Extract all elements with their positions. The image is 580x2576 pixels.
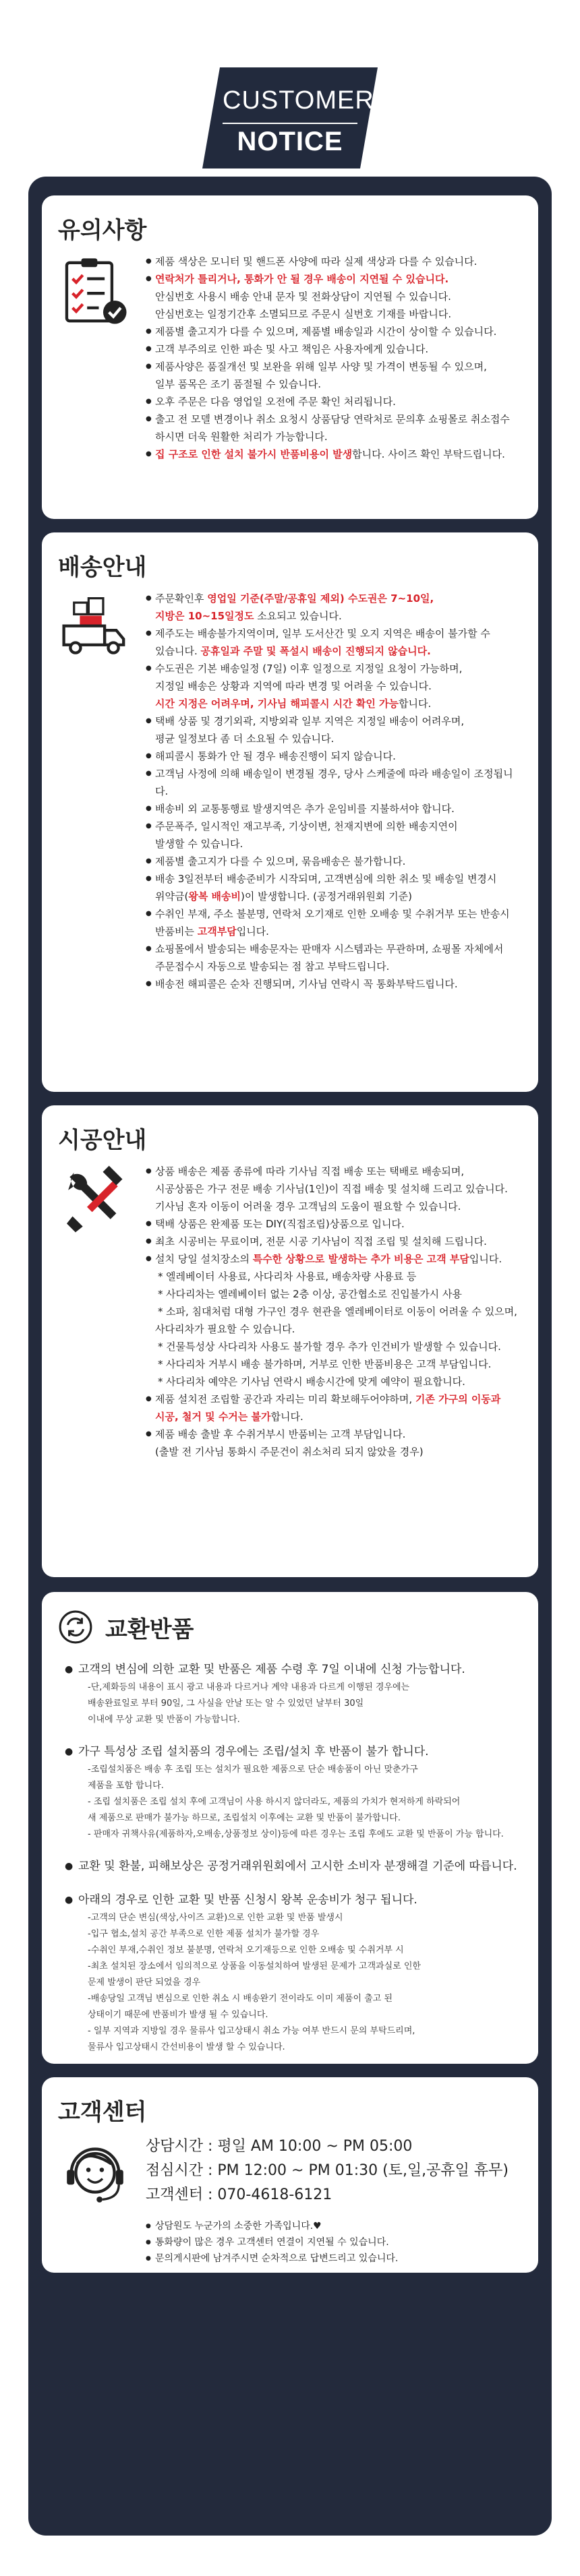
exchange-sub-text: - 판매자 귀책사유(제품하자,오배송,상품정보 상이)등에 따른 경우는 조립 후에도 교환 및 반품이 가능 합니다.	[88, 1829, 504, 1839]
install-item	[146, 1373, 522, 1390]
caution-item	[146, 270, 522, 288]
delivery-item-text: 지방은 10~15일정도	[155, 610, 254, 622]
caution-item-text: 하시면 더욱 원활한 처리가 가능합니다.	[155, 431, 328, 443]
delivery-item-text: 발생할 수 있습니다.	[155, 838, 243, 850]
caution-item	[146, 340, 522, 358]
header	[0, 0, 580, 182]
install-item	[146, 1233, 522, 1250]
delivery-item-text: 배송비 외 교통통행료 발생지역은 추가 운임비를 지불하셔야 합니다.	[155, 803, 455, 815]
caution-title: 유의사항	[58, 217, 147, 244]
delivery-item	[146, 712, 522, 730]
install-item-text: 제품 설치전 조립할 공간과 자리는 미리 확보해두어야하며,	[155, 1393, 415, 1405]
delivery-item-text: 공휴일과 주말 및 폭설시 배송이 진행되지 않습니다.	[200, 645, 431, 657]
delivery-item-text: 배송전 해피콜은 순차 진행되며, 기사님 연락시 꼭 통화부탁드립니다.	[155, 978, 458, 990]
install-item	[146, 1268, 522, 1285]
delivery-item	[146, 765, 522, 800]
exchange-sub-text: -최초 설치된 장소에서 임의적으로 상품을 이동설치하여 발생된 문제가 고객과실로 인한	[88, 1961, 421, 1971]
install-item	[146, 1250, 522, 1268]
exchange-sub-text: 문제 발생이 판단 되었을 경우	[88, 1977, 201, 1988]
install-item-text: 사다리차 예약은 기사님 연락시 배송시간에 맞게 예약이 필요합니다.	[166, 1376, 465, 1388]
delivery-title: 배송안내	[58, 554, 147, 581]
install-item-text: 엘레베이터 사용료, 사다리차 사용료, 배송차량 사용료 등	[166, 1270, 417, 1283]
cs-note: ● 상담원도 누군가의 소중한 가족입니다.♥	[146, 2218, 522, 2234]
refresh-icon	[58, 1609, 93, 1645]
install-item-text: 사다리차 거부시 배송 불가하며, 거부로 인한 반품비용은 고객 부담입니다.	[166, 1358, 492, 1370]
delivery-list	[146, 590, 522, 993]
delivery-item	[146, 870, 522, 888]
exchange-title: 교환반품	[105, 1616, 194, 1643]
delivery-item-text: 지정일 배송은 상황과 지역에 따라 변경 및 어려울 수 있습니다.	[155, 680, 432, 692]
caution-item	[146, 428, 522, 446]
caution-item-text: 제품 색상은 모니터 및 핸드폰 사양에 따라 실제 색상과 다를 수 있습니다.	[155, 255, 477, 268]
install-item	[146, 1425, 522, 1443]
caution-item-text: 안심번호는 일정기간후 소멸되므로 주문시 실번호 기재를 바랍니다.	[155, 308, 452, 320]
cs-phone: 고객센터 : 070-4618-6121	[146, 2186, 332, 2203]
delivery-item	[146, 905, 522, 923]
exchange-sub-text: -고객의 단순 변심(색상,사이즈 교환)으로 인한 교환 및 반품 발생시	[88, 1913, 343, 1923]
delivery-item	[146, 958, 522, 975]
delivery-item	[146, 660, 522, 677]
install-item-text: (출발 전 기사님 통화시 주문건이 취소처리 되지 않았을 경우)	[155, 1446, 424, 1458]
delivery-card	[42, 532, 538, 1092]
delivery-item-text: 주문확인후	[155, 592, 208, 605]
caution-item	[146, 393, 522, 410]
delivery-item-text: 주문접수시 자동으로 발송되는 점 참고 부탁드립니다.	[155, 960, 390, 973]
install-item-text: 시공, 철거 및 수거는 불가	[155, 1411, 271, 1423]
install-item-text: 시공상품은 가구 전문 배송 기사님(1인)이 직접 배송 및 설치해 드리고 있습니다.	[155, 1183, 508, 1195]
install-item	[146, 1215, 522, 1233]
checklist-icon	[58, 255, 131, 328]
caution-item-text: 연락처가 틀리거나, 통화가 안 될 경우 배송이 지연될 수 있습니다.	[155, 273, 449, 285]
delivery-item-text: 수취인 부재, 주소 불분명, 연락처 오기재로 인한 오배송 및 수취거부 또는 반송시	[155, 908, 510, 920]
install-item	[146, 1408, 522, 1425]
cs-card	[42, 2077, 538, 2273]
install-item	[146, 1390, 522, 1408]
delivery-item	[146, 747, 522, 765]
exchange-sub-text: 새 제품으로 판매가 불가능 하므로, 조립설치 이후에는 교환 및 반품이 불가합니다.	[88, 1813, 401, 1823]
caution-item	[146, 305, 522, 323]
delivery-item-text: 고객부담	[197, 925, 237, 938]
delivery-item-text: 고객님 사정에 의해 배송일이 변경될 경우, 당사 스케줄에 따라 배송일이 조정됩니다.	[155, 768, 513, 797]
delivery-item-text: 합니다.	[399, 698, 432, 710]
cs-lunch: 점심시간 : PM 12:00 ~ PM 01:30 (토,일,공휴일 휴무)	[146, 2162, 509, 2179]
delivery-item-text: 소요되고 있습니다.	[254, 610, 342, 622]
exchange-sub-text: 제품을 포함 합니다.	[88, 1781, 164, 1791]
caution-item-text: 집 구조로 인한 설치 불가시 반품비용이 발생	[155, 448, 353, 460]
banner-title-bottom: NOTICE	[237, 127, 343, 156]
delivery-item-text: 배송 3일전부터 배송준비가 시작되며, 고객변심에 의한 취소 및 배송일 변경시	[155, 873, 497, 885]
install-item	[146, 1303, 522, 1320]
caution-card	[42, 195, 538, 519]
headset-icon	[58, 2137, 132, 2211]
exchange-sub-text: -조립설치품은 배송 후 조립 또는 설치가 필요한 제품으로 단순 배송품이 아닌 맞춘가구	[88, 1765, 418, 1775]
exchange-block	[58, 1890, 522, 2056]
banner-title-top: CUSTOMER	[223, 86, 374, 115]
caution-item	[146, 323, 522, 340]
exchange-block	[58, 1659, 522, 1728]
delivery-item-text: 평균 일정보다 좀 더 소요될 수 있습니다.	[155, 733, 335, 745]
delivery-item	[146, 607, 522, 625]
delivery-item-text: 주문폭주, 일시적인 재고부족, 기상이변, 천재지변에 의한 배송지연이	[155, 820, 458, 832]
delivery-item-text: 택배 상품 및 경기외곽, 지방외곽 일부 지역은 지정일 배송이 어려우며,	[155, 715, 465, 727]
delivery-item	[146, 835, 522, 853]
caution-item	[146, 375, 522, 393]
delivery-item	[146, 853, 522, 870]
install-list	[146, 1163, 522, 1461]
exchange-sub-text: -수취인 부재,수취인 정보 불분명, 연락처 오기재등으로 인한 오배송 및 수취거부 시	[88, 1945, 404, 1955]
caution-item	[146, 253, 522, 270]
caution-item	[146, 446, 522, 463]
install-item	[146, 1198, 522, 1215]
delivery-item	[146, 818, 522, 835]
delivery-item	[146, 625, 522, 642]
exchange-block	[58, 1742, 522, 1843]
delivery-item	[146, 940, 522, 958]
delivery-item	[146, 695, 522, 712]
exchange-card	[42, 1592, 538, 2064]
delivery-item	[146, 642, 522, 660]
install-title: 시공안내	[58, 1127, 147, 1154]
caution-item	[146, 358, 522, 375]
install-item-text: 기존 가구의 이동과	[415, 1393, 501, 1405]
delivery-item-text: 시간 지정은 어려우며, 기사님 해피콜시 시간 확인 가능	[155, 698, 399, 710]
exchange-sub-text: 물류사 입고상태시 간선비용이 발생 할 수 있습니다.	[88, 2042, 285, 2052]
delivery-item	[146, 730, 522, 747]
delivery-item-text: 해피콜시 통화가 안 될 경우 배송진행이 되지 않습니다.	[155, 750, 396, 762]
delivery-item-text: )이 발생합니다. (공정거래위원회 기준)	[241, 890, 412, 902]
install-item-text: 입니다.	[469, 1253, 502, 1265]
exchange-sub-text: -배송당일 고객님 변심으로 인한 취소 시 배송완기 전이라도 이미 제품이 출고 된	[88, 1994, 393, 2004]
exchange-sub-text: 이내에 무상 교환 및 반품이 가능합니다.	[88, 1715, 240, 1725]
delivery-item-text: 반품비는	[155, 925, 198, 938]
exchange-sub-text: - 일부 지역과 지방일 경우 물류사 입고상태시 취소 가능 여부 반드시 문의 부탁드리며,	[88, 2026, 415, 2036]
delivery-item	[146, 677, 522, 695]
delivery-item-text: 수도권은 기본 배송일정 (7일) 이후 일정으로 지정일 요청이 가능하며,	[155, 663, 463, 675]
install-item-text: 사다리차는 엘레베이터 없는 2층 이상, 공간협소로 진입불가시 사용	[166, 1288, 462, 1300]
delivery-item-text: 쇼핑몰에서 발송되는 배송문자는 판매자 시스템과는 무관하며, 쇼핑몰 자체에서	[155, 943, 504, 955]
install-item	[146, 1285, 522, 1303]
install-item-text: 특수한 상황으로 발생하는 추가 비용은 고객 부담	[252, 1253, 469, 1265]
banner-divider	[223, 123, 357, 124]
install-item-text: 상품 배송은 제품 종류에 따라 기사님 직접 배송 또는 택배로 배송되며,	[155, 1165, 465, 1177]
install-item-text: 택배 상품은 완제품 또는 DIY(직접조립)상품으로 입니다.	[155, 1218, 405, 1230]
caution-item-text: 제품사양은 품질개선 및 보완을 위해 일부 사양 및 가격이 변동될 수 있으며,	[155, 361, 487, 373]
caution-item-text: 출고 전 모델 변경이나 취소 요청시 상품담당 연락처로 문의후 쇼핑몰로 취소접수	[155, 413, 510, 425]
install-item-text: 사다리차가 필요할 수 있습니다.	[155, 1323, 295, 1335]
install-item-text: 최초 시공비는 무료이며, 전문 시공 기사님이 직접 조립 및 설치해 드립니다.	[155, 1235, 487, 1248]
caution-list	[146, 253, 522, 463]
caution-item	[146, 410, 522, 428]
exchange-sub-text: 배송완료일로 부터 90일, 그 사실을 안날 또는 알 수 있었던 날부터 30일	[88, 1698, 364, 1709]
install-item	[146, 1180, 522, 1198]
install-item	[146, 1355, 522, 1373]
tools-icon	[58, 1165, 131, 1238]
delivery-item	[146, 975, 522, 993]
delivery-item-text: 제품별 출고지가 다를 수 있으며, 묶음배송은 불가합니다.	[155, 855, 406, 867]
exchange-main-text: ● 고객의 변심에 의한 교환 및 반품은 제품 수령 후 7일 이내에 신청 가능합니다.	[58, 1659, 522, 1680]
exchange-main-text: ● 교환 및 환불, 피해보상은 공정거래위원회에서 고시한 소비자 분쟁해결 기준에 따릅니다.	[58, 1856, 522, 1876]
delivery-item-text: 입니다.	[236, 925, 269, 938]
exchange-sub-text: - 조립 설치품은 조립 설치 후에 고객님이 사용 하시지 않더라도, 제품의 가치가 현저하게 하락되어	[88, 1797, 461, 1807]
exchange-main-text: ● 아래의 경우로 인한 교환 및 반품 신청시 왕복 운송비가 청구 됩니다.	[58, 1890, 522, 1910]
exchange-main-text: ● 가구 특성상 조립 설치품의 경우에는 조립/설치 후 반품이 불가 합니다.	[58, 1742, 522, 1762]
cs-note: ● 통화량이 많은 경우 고객센터 연결이 지연될 수 있습니다.	[146, 2234, 522, 2250]
install-card	[42, 1105, 538, 1577]
exchange-block	[58, 1856, 522, 1876]
install-item	[146, 1338, 522, 1355]
install-item-text: 설치 당일 설치장소의	[155, 1253, 253, 1265]
delivery-item	[146, 800, 522, 818]
delivery-item-text: 있습니다.	[155, 645, 201, 657]
install-item-text: 건물특성상 사다리차 사용도 불가할 경우 추가 인건비가 발생할 수 있습니다.	[166, 1341, 501, 1353]
install-item	[146, 1443, 522, 1461]
delivery-item	[146, 590, 522, 607]
install-item	[146, 1320, 522, 1338]
delivery-item-text: 왕복 배송비	[188, 890, 241, 902]
caution-item	[146, 288, 522, 305]
cs-hours: 상담시간 : 평일 AM 10:00 ~ PM 05:00	[146, 2138, 413, 2155]
delivery-item-text: 위약금(	[155, 890, 189, 902]
delivery-item-text: 제주도는 배송불가지역이며, 일부 도서산간 및 오지 지역은 배송이 불가할 수	[155, 627, 490, 640]
delivery-item	[146, 923, 522, 940]
caution-item-text: 오후 주문은 다음 영업일 오전에 주문 확인 처리됩니다.	[155, 396, 396, 408]
delivery-truck-icon	[58, 592, 131, 665]
install-item-text: 기사님 혼자 이동이 어려울 경우 고객님의 도움이 필요할 수 있습니다.	[155, 1200, 461, 1213]
delivery-item	[146, 888, 522, 905]
caution-item-text: 제품별 출고지가 다를 수 있으며, 제품별 배송일과 시간이 상이할 수 있습니다.	[155, 326, 497, 338]
install-item-text: 합니다.	[270, 1411, 303, 1423]
caution-item-text: 고객 부주의로 인한 파손 및 사고 책임은 사용자에게 있습니다.	[155, 343, 429, 355]
exchange-sub-text: -단,제화등의 내용이 표시 광고 내용과 다르거나 계약 내용과 다르게 이행된 경우에는	[88, 1682, 410, 1692]
install-item-text: 제품 배송 출발 후 수취거부시 반품비는 고객 부담입니다.	[155, 1428, 406, 1440]
caution-item-text: 안심번호 사용시 배송 안내 문자 및 전화상담이 지연될 수 있습니다.	[155, 290, 451, 303]
cs-title: 고객센터	[58, 2099, 147, 2126]
exchange-sub-text: -입구 협소,설치 공간 부족으로 인한 제품 설치가 불가할 경우	[88, 1929, 320, 1939]
install-item-text: 소파, 침대처럼 대형 가구인 경우 현관을 엘레베이터로 이동이 어려울 수 있으며,	[166, 1306, 517, 1318]
cs-note: ● 문의게시판에 남겨주시면 순차적으로 답변드리고 있습니다.	[146, 2250, 522, 2267]
exchange-blocks	[58, 1659, 522, 2056]
caution-item-text: 합니다. 사이즈 확인 부탁드립니다.	[352, 448, 505, 460]
exchange-sub-text: 상태이기 때문에 반품비가 발생 될 수 있습니다.	[88, 2010, 268, 2020]
caution-item-text: 일부 품목은 조기 품절될 수 있습니다.	[155, 378, 321, 390]
install-item	[146, 1163, 522, 1180]
delivery-item-text: 영업일 기준(주말/공휴일 제외) 수도권은 7~10일,	[207, 592, 434, 605]
